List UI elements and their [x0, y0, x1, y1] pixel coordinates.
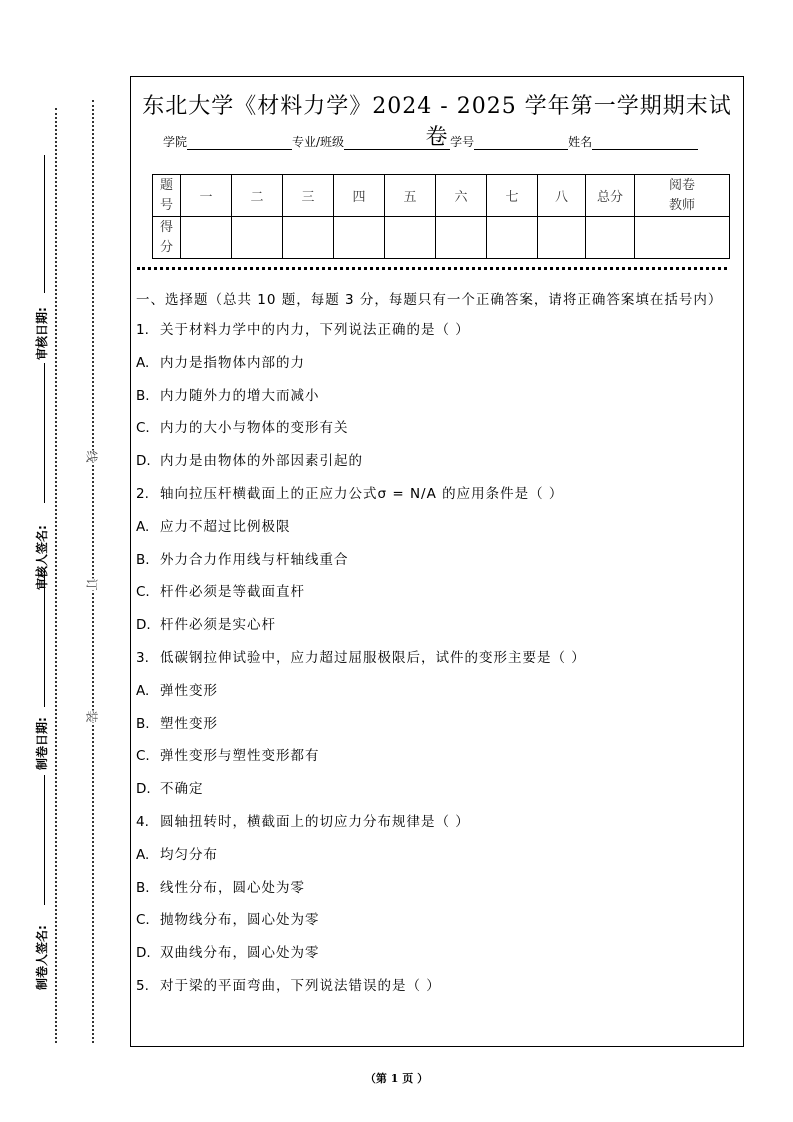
option-1d[interactable]: D. 内力是由物体的外部因素引起的	[136, 453, 363, 470]
option-4a[interactable]: A. 均匀分布	[136, 846, 218, 863]
binding-mark-staple: 订	[84, 578, 99, 591]
binding-dotted-line-inner	[55, 108, 57, 1043]
question-3: 3. 低碳钢拉伸试验中，应力超过屈服极限后，试件的变形主要是（ ）	[136, 649, 586, 666]
signature-line-review-date	[44, 155, 45, 293]
name-field[interactable]	[592, 135, 698, 150]
binding-dotted-line-outer	[92, 100, 94, 1043]
option-4c[interactable]: C. 抛物线分布，圆心处为零	[136, 912, 320, 929]
major-class-field[interactable]	[344, 135, 450, 150]
score-cell-8[interactable]	[538, 217, 586, 259]
score-cell-3[interactable]	[283, 217, 334, 259]
college-field[interactable]	[187, 135, 292, 150]
name-label: 姓名	[568, 135, 593, 149]
section-heading: 一、选择题（总共 10 题，每题 3 分，每题只有一个正确答案，请将正确答案填在括号内）	[136, 292, 723, 308]
reviewer-signature-label: 审核人签名:	[35, 525, 49, 590]
option-3d[interactable]: D. 不确定	[136, 781, 204, 798]
student-id-label: 学号	[450, 135, 475, 149]
exam-title: 东北大学《材料力学》2024 - 2025 学年第一学期期末试卷	[142, 94, 732, 150]
score-cell-total[interactable]	[586, 217, 635, 259]
review-date-label: 审核日期:	[35, 307, 49, 360]
score-cell-4[interactable]	[334, 217, 385, 259]
college-label: 学院	[163, 135, 188, 149]
signature-line-prep-date	[44, 570, 45, 707]
option-3b[interactable]: B. 塑性变形	[136, 715, 218, 732]
option-4b[interactable]: B. 线性分布，圆心处为零	[136, 879, 305, 896]
prep-date-label: 制卷日期:	[35, 717, 49, 770]
score-cell-6[interactable]	[436, 217, 487, 259]
option-2c[interactable]: C. 杆件必须是等截面直杆	[136, 584, 305, 601]
exam-frame	[130, 76, 744, 1047]
score-row-header: 得 分	[153, 217, 181, 259]
question-4: 4. 圆轴扭转时，横截面上的切应力分布规律是（ ）	[136, 813, 470, 830]
page-number: （第 1 页 ）	[364, 1072, 429, 1085]
col-header-4: 四	[334, 175, 385, 217]
option-3a[interactable]: A. 弹性变形	[136, 682, 218, 699]
option-1c[interactable]: C. 内力的大小与物体的变形有关	[136, 420, 349, 437]
signature-line-preparer	[44, 775, 45, 905]
score-cell-2[interactable]	[232, 217, 283, 259]
student-id-field[interactable]	[474, 135, 568, 150]
option-1b[interactable]: B. 内力随外力的增大而减小	[136, 387, 320, 404]
col-header-7: 七	[487, 175, 538, 217]
question-5: 5. 对于梁的平面弯曲，下列说法错误的是（ ）	[136, 977, 441, 994]
col-header-8: 八	[538, 175, 586, 217]
option-2d[interactable]: D. 杆件必须是实心杆	[136, 617, 276, 634]
major-class-label: 专业/班级	[292, 135, 345, 149]
exam-content	[136, 289, 735, 1009]
option-1a[interactable]: A. 内力是指物体内部的力	[136, 354, 305, 371]
signature-line-reviewer	[44, 363, 45, 503]
col-header-2: 二	[232, 175, 283, 217]
option-2a[interactable]: A. 应力不超过比例极限	[136, 518, 291, 535]
col-header-total: 总分	[586, 175, 635, 217]
question-number-header: 题 号	[153, 175, 181, 217]
question-2: 2. 轴向拉压杆横截面上的正应力公式σ = N/A 的应用条件是（ ）	[136, 485, 564, 502]
col-header-6: 六	[436, 175, 487, 217]
score-cell-grader[interactable]	[635, 217, 730, 259]
binding-mark-line: 线	[84, 450, 99, 463]
option-4d[interactable]: D. 双曲线分布，圆心处为零	[136, 945, 320, 962]
score-table	[152, 174, 730, 259]
option-3c[interactable]: C. 弹性变形与塑性变形都有	[136, 748, 320, 765]
grader-header: 阅卷 教师	[635, 175, 730, 217]
section-divider	[137, 267, 727, 270]
preparer-signature-label: 制卷人签名:	[35, 925, 49, 990]
binding-mark-bind: 装	[84, 710, 99, 723]
score-cell-5[interactable]	[385, 217, 436, 259]
score-cell-7[interactable]	[487, 217, 538, 259]
col-header-5: 五	[385, 175, 436, 217]
col-header-1: 一	[181, 175, 232, 217]
question-1: 1. 关于材料力学中的内力，下列说法正确的是（ ）	[136, 322, 470, 338]
score-cell-1[interactable]	[181, 217, 232, 259]
option-2b[interactable]: B. 外力合力作用线与杆轴线重合	[136, 551, 349, 568]
col-header-3: 三	[283, 175, 334, 217]
student-info-row	[163, 133, 698, 150]
